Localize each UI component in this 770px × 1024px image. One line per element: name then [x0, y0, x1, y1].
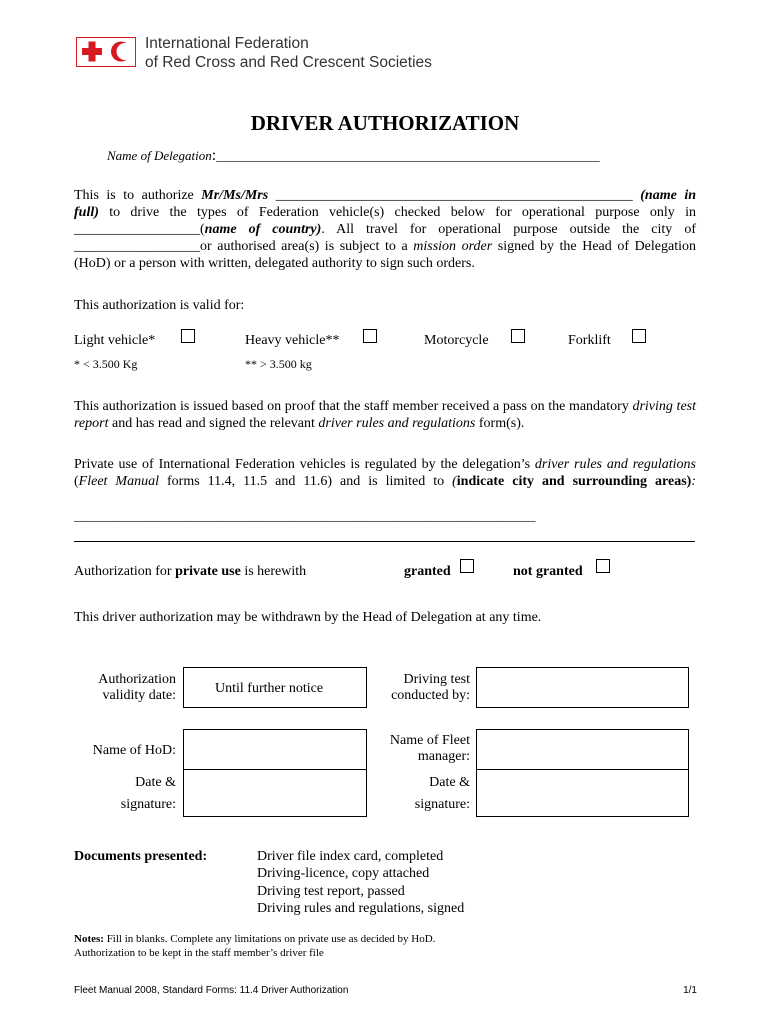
organization-name — [145, 34, 432, 72]
private-text: ( — [74, 474, 79, 489]
delegation-field[interactable]: ___________________________________________________________ — [216, 148, 600, 163]
vehicle-light-note: * < 3.500 Kg — [74, 357, 138, 371]
name-field[interactable]: ___________________________________________________ — [268, 188, 633, 203]
issued-paragraph — [74, 398, 696, 432]
private-text: forms 11.4, 11.5 and 11.6) and is limited to — [159, 474, 453, 489]
intro-text: This is to authorize — [74, 188, 202, 203]
private-use-text: is herewith — [240, 564, 307, 579]
footer-left: Fleet Manual 2008, Standard Forms: 11.4 Driver Authorization — [74, 985, 349, 996]
vehicle-light-label: Light vehicle* — [74, 333, 156, 348]
private-text: Private use of International Federation vehicles is regulated by the delegation’s — [74, 457, 535, 472]
name-hint: (name in full) — [74, 188, 697, 220]
vehicle-heavy-note: ** > 3.500 kg — [245, 357, 312, 371]
validity-date-field[interactable] — [183, 667, 367, 708]
fleet-manual-text: Fleet Manual — [78, 474, 159, 489]
date-label-line2: signature: — [120, 797, 176, 812]
granted-label: granted — [404, 564, 451, 579]
page-title: DRIVER AUTHORIZATION — [250, 111, 520, 135]
test-label-line1: Driving test — [403, 672, 470, 687]
validity-label-line1: Authorization — [98, 672, 176, 687]
intro-text: to drive the types of Federation vehicle(s) checked below for operational purpose only in __________________( — [74, 205, 696, 237]
granted-checkbox[interactable] — [460, 559, 474, 573]
vehicle-heavy-label: Heavy vehicle** — [245, 333, 340, 348]
country-hint: name of country) — [204, 222, 322, 237]
fleet-signature-field[interactable] — [476, 769, 689, 817]
hod-signature-label — [70, 772, 176, 816]
document-item: Driving-licence, copy attached — [257, 866, 430, 882]
intro-paragraph — [74, 187, 696, 272]
vehicle-heavy-checkbox[interactable] — [363, 329, 377, 343]
validity-date-label — [70, 672, 176, 704]
hod-name-field[interactable] — [183, 729, 367, 770]
red-cross-crescent-icon — [77, 38, 134, 65]
document-item: Driver file index card, completed — [257, 849, 444, 864]
page-number: 1/1 — [683, 985, 697, 996]
document-item: Driving rules and regulations, signed — [257, 900, 465, 916]
documents-label: Documents presented: — [74, 849, 208, 864]
org-line-1: International Federation — [145, 35, 309, 52]
vehicle-forklift-label: Forklift — [568, 333, 611, 348]
driving-test-field[interactable] — [476, 667, 689, 708]
notes-line-1: Fill in blanks. Complete any limitations on private use as decided by HoD. — [103, 933, 436, 945]
private-text: : — [691, 474, 696, 489]
private-use-label — [74, 563, 306, 580]
notes-label: Notes: — [74, 933, 104, 945]
vehicle-motorcycle-checkbox[interactable] — [511, 329, 525, 343]
validity-label-line2: validity date: — [102, 688, 176, 703]
private-paragraph — [74, 456, 696, 490]
intro-title-options: Mr/Ms/Mrs — [201, 188, 269, 203]
date-label-line2: signature: — [414, 797, 470, 812]
ifrc-logo — [76, 37, 136, 67]
date-label-line1: Date & — [135, 775, 176, 790]
not-granted-label: not granted — [513, 564, 583, 579]
intro-text: signed by the Head of Delegation (HoD) or a person with written, delegated authority to sign such orders. — [74, 239, 696, 271]
org-line-2: of Red Cross and Red Crescent Societies — [145, 54, 432, 71]
private-use-text: Authorization for — [74, 564, 176, 579]
delegation-colon: : — [211, 147, 217, 164]
private-area-line-2[interactable] — [74, 541, 695, 542]
delegation-label: Name of Delegation — [107, 148, 212, 163]
document-item: Driving test report, passed — [257, 883, 405, 899]
test-label-line2: conducted by: — [391, 688, 470, 703]
vehicle-light-checkbox[interactable] — [181, 329, 195, 343]
withdrawn-text: This driver authorization may be withdrawn by the Head of Delegation at any time. — [74, 610, 542, 625]
driving-test-report-text: driving test report — [74, 399, 696, 431]
vehicle-motorcycle-label: Motorcycle — [424, 333, 489, 348]
issued-text: and has read and signed the relevant — [108, 416, 319, 431]
fleet-label-line1: Name of Fleet — [389, 733, 470, 748]
documents-list — [257, 848, 464, 917]
fleet-signature-label — [360, 772, 470, 816]
issued-text: This authorization is issued based on proof that the staff member received a pass on the mandatory — [74, 399, 633, 414]
notes — [74, 932, 435, 960]
fleet-label-line2: manager: — [417, 749, 470, 764]
fleet-manager-field[interactable] — [476, 729, 689, 770]
vehicle-forklift-checkbox[interactable] — [632, 329, 646, 343]
hod-name-label: Name of HoD: — [92, 743, 176, 758]
mission-order-text: mission order — [413, 239, 493, 254]
private-text: ( — [452, 474, 457, 489]
driving-test-label — [360, 672, 470, 704]
driver-rules-text: driver rules and regulations — [534, 457, 696, 472]
area-hint: indicate city and surrounding areas) — [456, 474, 692, 489]
private-use-text-bold: private use — [175, 564, 241, 579]
private-area-line-1[interactable]: _______________________________________________________________________ — [74, 508, 536, 523]
validity-date-value: Until further notice — [215, 681, 324, 696]
driver-rules-text: driver rules and regulations — [318, 416, 476, 431]
issued-text: form(s). — [475, 416, 525, 431]
date-label-line1: Date & — [429, 775, 470, 790]
fleet-manager-label — [360, 733, 470, 765]
notes-line-2: Authorization to be kept in the staff member’s driver file — [74, 947, 324, 959]
not-granted-checkbox[interactable] — [596, 559, 610, 573]
intro-text: . All travel for operational purpose outside the city of __________________or authorised area(s) is subject to a — [74, 222, 696, 254]
delegation-row — [107, 147, 600, 164]
valid-for-label: This authorization is valid for: — [74, 298, 245, 313]
hod-signature-field[interactable] — [183, 769, 367, 817]
